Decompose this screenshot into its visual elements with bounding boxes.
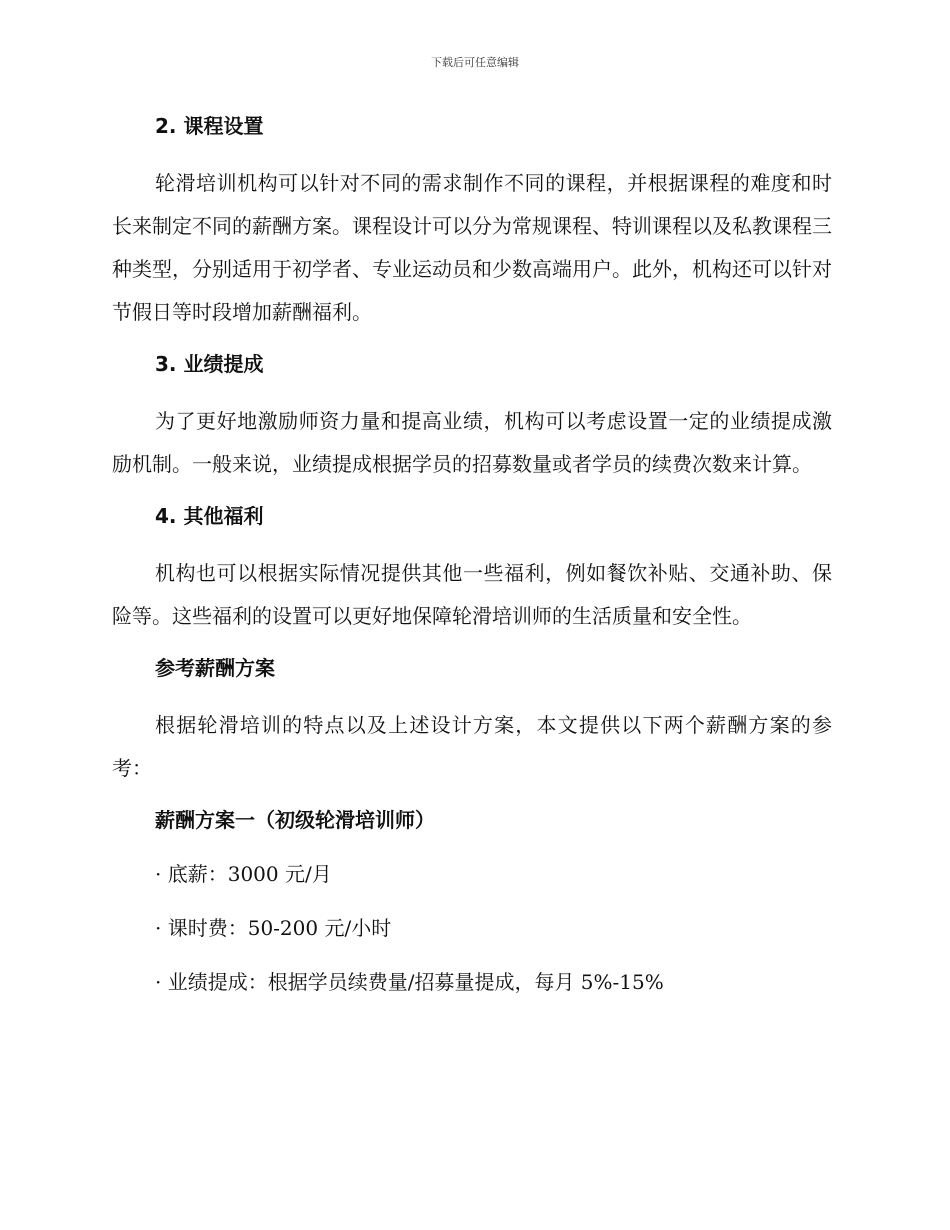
page-header: 下载后可任意编辑 (431, 56, 519, 69)
document-body (112, 108, 832, 1018)
list-item: · 业绩提成：根据学员续费量/招募量提成，每月 5%-15% (155, 970, 664, 994)
section-heading-plan-one: 薪酬方案一（初级轮滑培训师） (155, 808, 435, 832)
section-heading-performance: 3. 业绩提成 (155, 352, 264, 376)
paragraph-other-benefits: 机构也可以根据实际情况提供其他一些福利，例如餐饮补贴、交通补助、保险等。这些福利的设置可以更好地保障轮滑培训师的生活质量和安全性。 (112, 561, 832, 628)
paragraph-course: 轮滑培训机构可以针对不同的需求制作不同的课程，并根据课程的难度和时长来制定不同的薪酬方案。课程设计可以分为常规课程、特训课程以及私教课程三种类型，分别适用于初学者、专业运动员和少数高端用户。此外，机构还可以针对节假日等时段增加薪酬福利。 (112, 171, 832, 324)
paragraph-performance: 为了更好地激励师资力量和提高业绩，机构可以考虑设置一定的业绩提成激励机制。一般来说，业绩提成根据学员的招募数量或者学员的续费次数来计算。 (112, 409, 832, 476)
section-heading-reference-plan: 参考薪酬方案 (155, 656, 275, 680)
list-item: · 课时费：50-200 元/小时 (155, 916, 392, 940)
paragraph-reference-plan: 根据轮滑培训的特点以及上述设计方案，本文提供以下两个薪酬方案的参考： (112, 713, 832, 780)
list-item: · 底薪：3000 元/月 (155, 862, 332, 886)
section-heading-other-benefits: 4. 其他福利 (155, 504, 264, 528)
section-heading-course: 2. 课程设置 (155, 114, 264, 138)
